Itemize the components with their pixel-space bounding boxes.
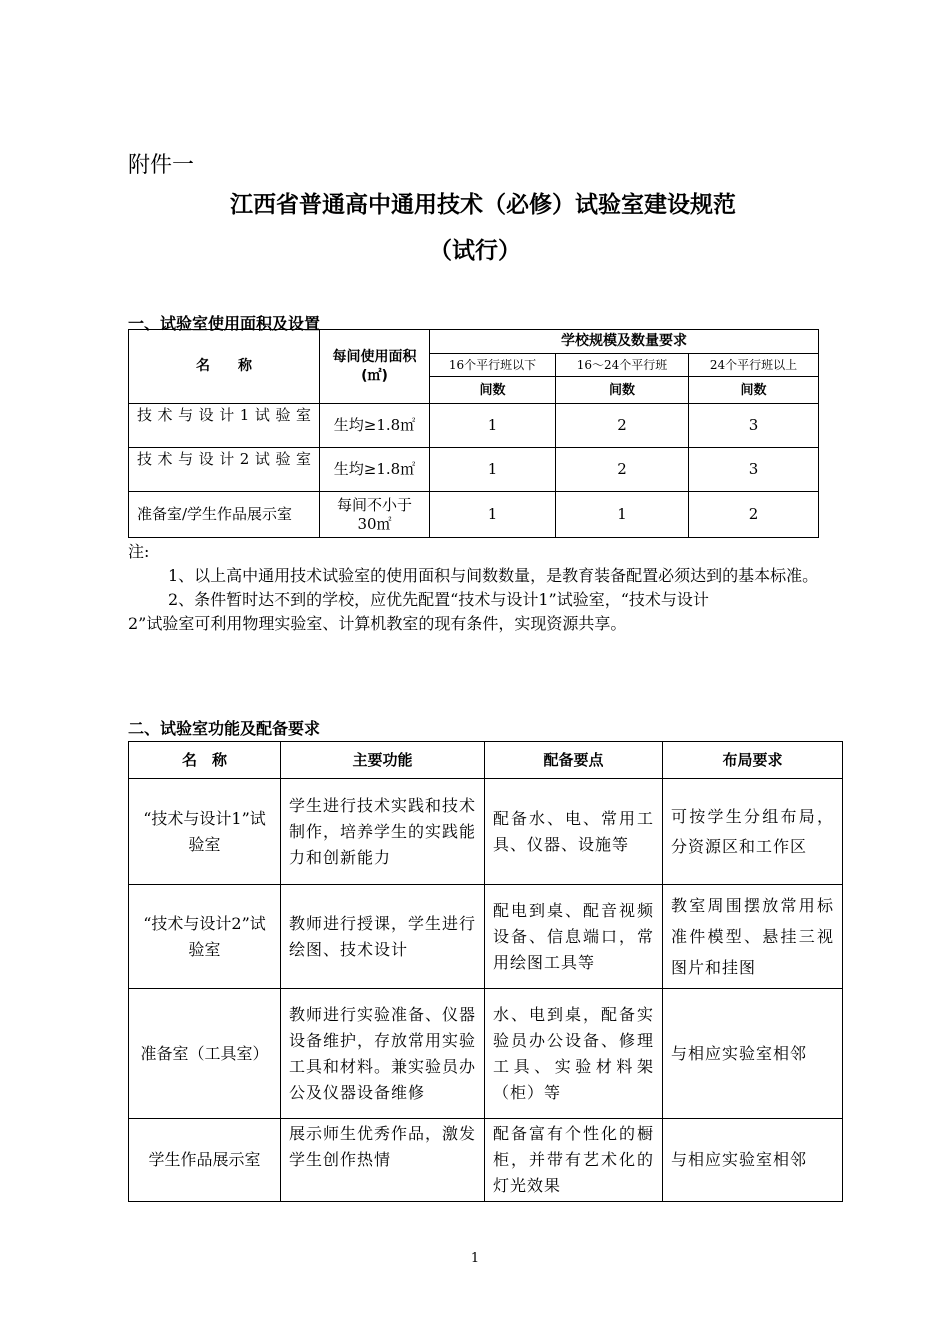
header-name: 名 称 xyxy=(129,742,281,779)
header-function: 主要功能 xyxy=(281,742,485,779)
section2-heading: 二、试验室功能及配备要求 xyxy=(128,719,321,738)
header-name: 名 称 xyxy=(129,330,320,404)
table-row xyxy=(129,448,819,492)
row-name: 准备室/学生作品展示室 xyxy=(129,492,320,538)
table-row xyxy=(129,885,843,989)
notes-label: 注: xyxy=(128,542,150,561)
table-row xyxy=(129,989,843,1119)
row-function: 教师进行实验准备、仪器设备维护，存放常用实验工具和材料。兼实验员办公及仪器设备维修 xyxy=(281,989,485,1119)
attachment-label: 附件一 xyxy=(128,153,195,178)
row-layout: 教室周围摆放常用标准件模型、悬挂三视图片和挂图 xyxy=(663,885,843,989)
table-row xyxy=(129,404,819,448)
row-count-1: 1 xyxy=(430,448,556,492)
table-row xyxy=(129,779,843,885)
table-row xyxy=(129,492,819,538)
function-requirements-table xyxy=(128,741,843,1202)
header-scale-col-3: 24个平行班以上 xyxy=(689,354,819,377)
header-count-3: 间数 xyxy=(689,377,819,404)
row-equipment: 水、电到桌，配备实验员办公设备、修理工具、实验材料架（柜）等 xyxy=(485,989,663,1119)
header-count-1: 间数 xyxy=(430,377,556,404)
row-count-3: 3 xyxy=(689,404,819,448)
row-count-2: 2 xyxy=(556,404,689,448)
header-layout: 布局要求 xyxy=(663,742,843,779)
row-function: 展示师生优秀作品，激发学生创作热情 xyxy=(281,1119,485,1202)
row-count-3: 2 xyxy=(689,492,819,538)
row-area: 生均≥1.8㎡ xyxy=(320,404,430,448)
header-scale: 学校规模及数量要求 xyxy=(430,330,819,354)
row-area: 生均≥1.8㎡ xyxy=(320,448,430,492)
note-1: 1、以上高中通用技术试验室的使用面积与间数数量，是教育装备配置必须达到的基本标准。 xyxy=(168,566,819,585)
header-area: 每间使用面积(㎡) xyxy=(320,330,430,404)
area-settings-table xyxy=(128,329,819,538)
row-name: 学生作品展示室 xyxy=(129,1119,281,1202)
row-count-2: 2 xyxy=(556,448,689,492)
header-count-2: 间数 xyxy=(556,377,689,404)
row-layout: 可按学生分组布局，分资源区和工作区 xyxy=(663,779,843,885)
row-layout: 与相应实验室相邻 xyxy=(663,989,843,1119)
row-count-3: 3 xyxy=(689,448,819,492)
note-2b: 2”试验室可利用物理实验室、计算机教室的现有条件，实现资源共享。 xyxy=(128,614,627,633)
row-count-1: 1 xyxy=(430,404,556,448)
row-equipment: 配备富有个性化的橱柜，并带有艺术化的灯光效果 xyxy=(485,1119,663,1202)
document-subtitle: （试行） xyxy=(429,238,521,264)
header-equipment: 配备要点 xyxy=(485,742,663,779)
row-function: 教师进行授课，学生进行绘图、技术设计 xyxy=(281,885,485,989)
row-count-1: 1 xyxy=(430,492,556,538)
row-name: 技术与设计1试验室 xyxy=(129,404,320,448)
header-scale-col-1: 16个平行班以下 xyxy=(430,354,556,377)
header-scale-col-2: 16～24个平行班 xyxy=(556,354,689,377)
row-name: “技术与设计2”试验室 xyxy=(129,885,281,989)
row-name: 准备室（工具室） xyxy=(129,989,281,1119)
document-title: 江西省普通高中通用技术（必修）试验室建设规范 xyxy=(230,192,736,218)
row-name: “技术与设计1”试验室 xyxy=(129,779,281,885)
page-number: 1 xyxy=(470,1251,480,1266)
row-layout: 与相应实验室相邻 xyxy=(663,1119,843,1202)
row-function: 学生进行技术实践和技术制作，培养学生的实践能力和创新能力 xyxy=(281,779,485,885)
section1-heading: 一、试验室使用面积及设置 xyxy=(128,314,321,333)
table-row xyxy=(129,1119,843,1202)
row-equipment: 配电到桌、配音视频设备、信息端口，常用绘图工具等 xyxy=(485,885,663,989)
note-2a: 2、条件暂时达不到的学校，应优先配置“技术与设计1”试验室，“技术与设计 xyxy=(168,590,709,609)
row-equipment: 配备水、电、常用工具、仪器、设施等 xyxy=(485,779,663,885)
row-count-2: 1 xyxy=(556,492,689,538)
row-area: 每间不小于30㎡ xyxy=(320,492,430,538)
notes-block xyxy=(128,540,823,636)
row-name: 技术与设计2试验室 xyxy=(129,448,320,492)
